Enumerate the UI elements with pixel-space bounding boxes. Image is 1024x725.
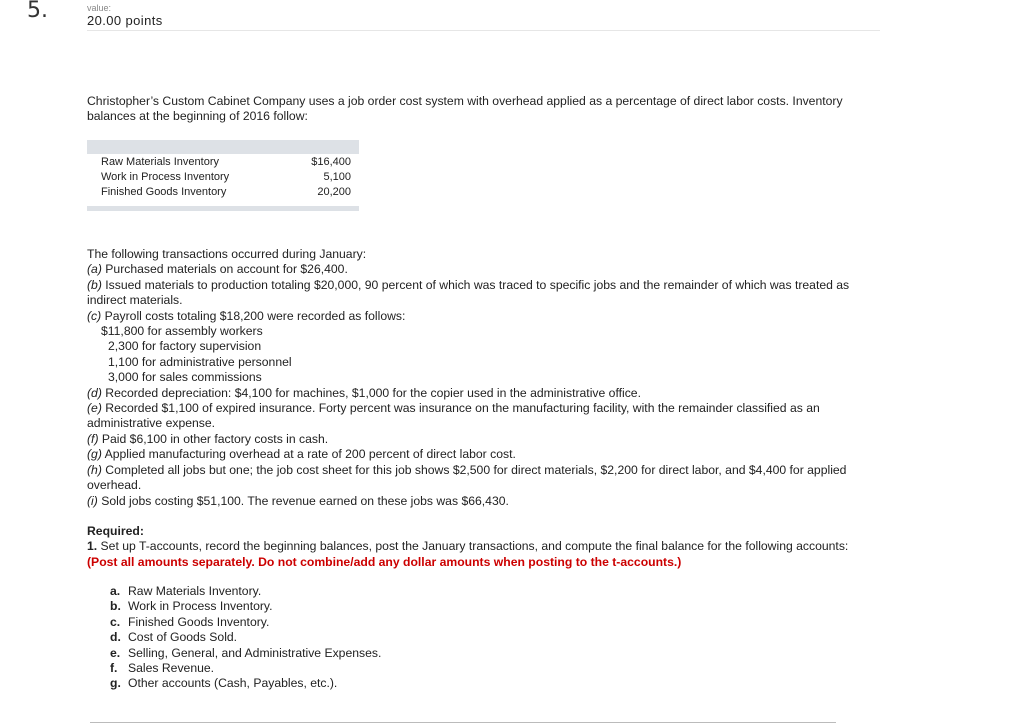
- required-number: 1.: [87, 539, 98, 554]
- list-item: [110, 584, 381, 599]
- list-item: [110, 646, 381, 661]
- required-note: (Post all amounts separately. Do not combine/add any dollar amounts when posting to the t-accounts.): [87, 554, 682, 569]
- transaction-a: [87, 262, 877, 277]
- transaction-label: (g): [87, 447, 102, 462]
- footer-divider: [90, 722, 836, 723]
- list-item: [110, 661, 381, 676]
- list-item: [110, 615, 381, 630]
- part-letter: a.: [110, 584, 121, 598]
- payroll-item: 2,300 for factory supervision: [108, 339, 262, 354]
- inventory-amount: $16,400: [311, 156, 351, 168]
- required-instruction: [87, 539, 848, 568]
- transaction-b: [87, 278, 877, 309]
- list-item: [110, 676, 381, 691]
- transaction-c: [87, 309, 877, 324]
- transaction-label: (b): [87, 277, 102, 292]
- transaction-text: Recorded $1,100 of expired insurance. Forty percent was insurance on the manufacturing facility, with the remainder classified as an administrative expense.: [87, 401, 820, 431]
- transaction-text: Purchased materials on account for $26,400.: [101, 262, 348, 277]
- transaction-g: [87, 447, 877, 462]
- header-divider: [87, 30, 880, 31]
- transactions-heading: The following transactions occurred during January:: [87, 247, 367, 261]
- transaction-text: Issued materials to production totaling $20,000, 90 percent of which was traced to specific jobs and the remainder of which was treated as indirect materials.: [87, 277, 850, 308]
- inventory-row: [87, 155, 359, 170]
- transaction-label: (e): [87, 401, 102, 416]
- points-value: 20.00 points: [87, 13, 163, 28]
- transaction-d: [87, 386, 877, 401]
- part-text: Other accounts (Cash, Payables, etc.).: [128, 676, 338, 691]
- intro-paragraph: Christopher’s Custom Cabinet Company uses a job order cost system with overhead applied as a percentage of direct labor costs. Inventory balances at the beginning of 2016 follow:: [87, 94, 843, 124]
- part-text: Cost of Goods Sold.: [128, 630, 238, 645]
- inventory-name: Work in Process Inventory: [101, 171, 230, 183]
- transaction-text: Payroll costs totaling $18,200 were recorded as follows:: [101, 308, 406, 323]
- transaction-i: [87, 494, 877, 509]
- transaction-label: (i): [87, 493, 98, 508]
- inventory-amount: 5,100: [323, 171, 351, 183]
- inventory-table-footer-bar: [87, 206, 359, 211]
- required-section: [87, 524, 877, 570]
- transaction-f: [87, 432, 877, 447]
- transaction-label: (f): [87, 431, 99, 446]
- part-letter: g.: [110, 676, 121, 691]
- list-item: [110, 599, 381, 614]
- inventory-row: [87, 185, 359, 200]
- part-text: Finished Goods Inventory.: [128, 614, 270, 629]
- value-label: value:: [87, 3, 112, 13]
- transaction-label: (a): [87, 262, 102, 277]
- required-heading-text: Required:: [87, 524, 144, 538]
- part-text: Sales Revenue.: [128, 661, 215, 676]
- required-text: Set up T-accounts, record the beginning balances, post the January transactions, and compute the final balance for the following accounts:: [97, 539, 849, 554]
- part-letter: d.: [110, 630, 121, 645]
- parts-list: [110, 584, 381, 692]
- transaction-label: (h): [87, 462, 102, 477]
- part-text: Raw Materials Inventory.: [128, 584, 262, 598]
- transaction-text: Completed all jobs but one; the job cost sheet for this job shows $2,500 for direct materials, $2,200 for direct labor, and $4,400 for applied overhead.: [87, 462, 847, 493]
- transaction-text: Sold jobs costing $51,100. The revenue earned on these jobs was $66,430.: [97, 493, 509, 508]
- transaction-label: (d): [87, 385, 102, 400]
- transaction-text: Applied manufacturing overhead at a rate of 200 percent of direct labor cost.: [101, 447, 516, 462]
- inventory-amount: 20,200: [317, 186, 351, 198]
- inventory-name: Raw Materials Inventory: [101, 156, 219, 168]
- part-text: Selling, General, and Administrative Expenses.: [128, 645, 382, 660]
- inventory-table-header-bar: [87, 140, 359, 154]
- question-number: 5.: [27, 0, 48, 23]
- inventory-name: Finished Goods Inventory: [101, 186, 227, 198]
- transactions-section: [87, 247, 877, 509]
- transaction-label: (c): [87, 308, 102, 323]
- payroll-item: 3,000 for sales commissions: [108, 370, 262, 385]
- transaction-h: [87, 463, 877, 494]
- part-text: Work in Process Inventory.: [128, 599, 273, 614]
- part-letter: c.: [110, 614, 121, 629]
- list-item: [110, 630, 381, 645]
- inventory-row: [87, 170, 359, 185]
- part-letter: b.: [110, 599, 121, 614]
- payroll-item: $11,800 for assembly workers: [101, 324, 263, 339]
- part-letter: f.: [110, 661, 118, 676]
- transaction-text: Recorded depreciation: $4,100 for machines, $1,000 for the copier used in the administrative office.: [101, 385, 641, 400]
- payroll-item: 1,100 for administrative personnel: [108, 354, 292, 369]
- required-heading: [87, 524, 877, 539]
- transaction-text: Paid $6,100 in other factory costs in cash.: [98, 431, 329, 446]
- part-letter: e.: [110, 645, 121, 660]
- transaction-e: [87, 401, 877, 432]
- inventory-table: [87, 140, 359, 211]
